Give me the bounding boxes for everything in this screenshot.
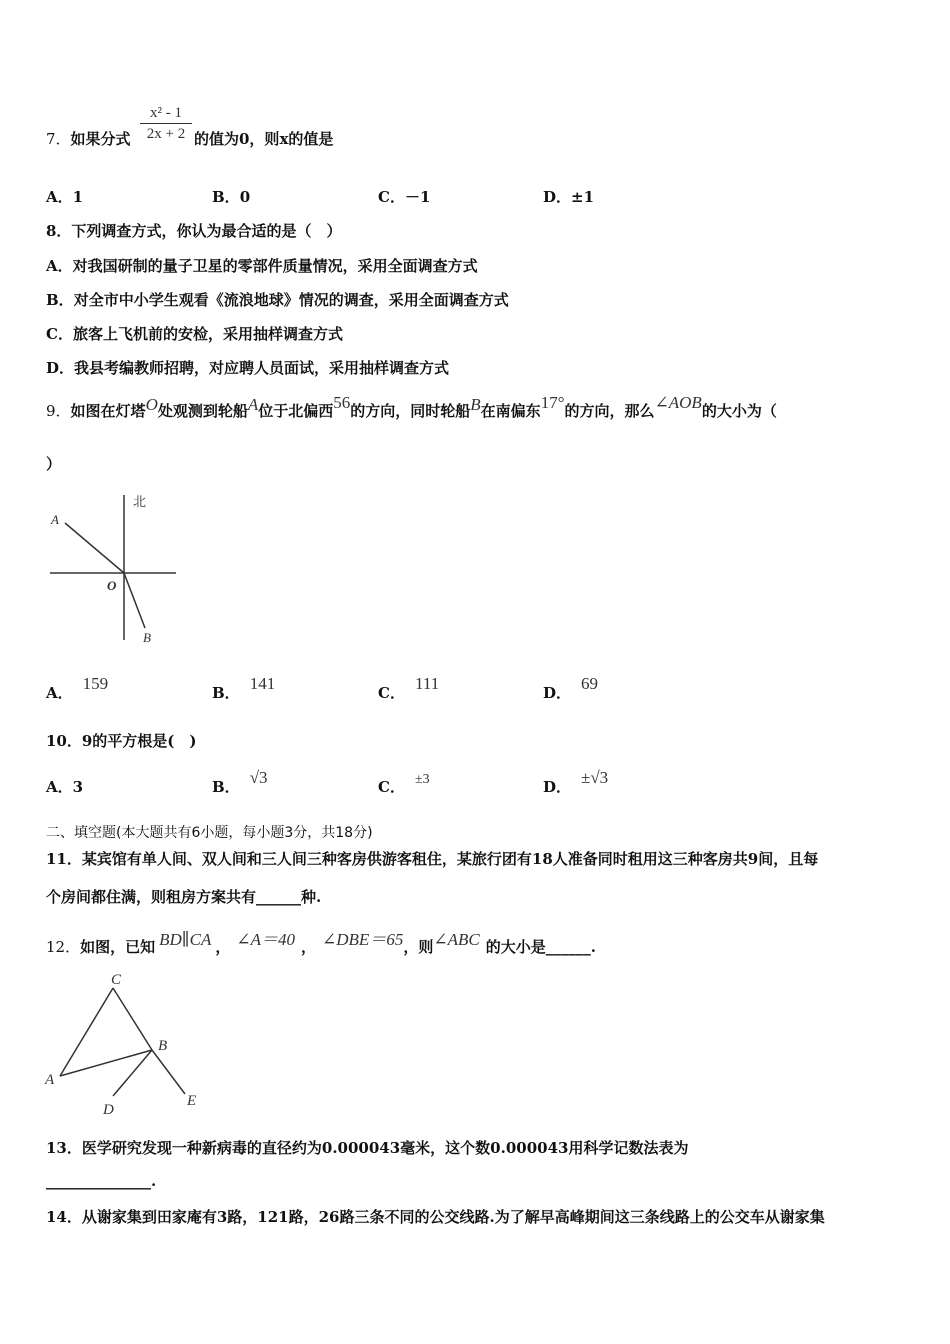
segment-bd — [113, 1050, 152, 1096]
q7-suffix: 的值为0，则x的值是 — [194, 130, 334, 148]
q8-stem: 8．下列调查方式，你认为最合适的是（ ） — [46, 222, 342, 240]
q10-option-c: C． ±3 — [378, 772, 430, 796]
point-a-label: A — [45, 1072, 55, 1088]
q8-option-d: D．我县考编教师招聘，对应聘人员面试，采用抽样调查方式 — [46, 359, 450, 377]
q8-option-c: C．旅客上飞机前的安检，采用抽样调查方式 — [46, 325, 343, 343]
q12-angle-a: ∠A＝40 — [236, 930, 296, 949]
q14-line1: 14．从谢家集到田家庵有3路，121路，26路三条不同的公交线路.为了解早高峰期间这三条线路上的公交车从谢家集 — [46, 1208, 825, 1226]
q12-parallel: BD∥CA — [159, 930, 212, 949]
q12-stem: 12．如图，已知 BD∥CA ， ∠A＝40 ， ∠DBE＝65，则∠ABC 的大小是______. — [46, 930, 596, 956]
segment-be — [152, 1050, 185, 1094]
q9-point-a: A — [247, 395, 259, 414]
q9-point-b: B — [470, 395, 481, 414]
q7-fraction-denominator: 2x + 2 — [146, 126, 186, 142]
q7-option-d: D．±1 — [543, 188, 595, 206]
q7-fraction-numerator: x² - 1 — [150, 105, 182, 121]
q7-option-b: B．0 — [212, 188, 251, 206]
q9-angle-56: 56 — [333, 393, 351, 412]
q9-option-d: D． 69 — [543, 674, 599, 702]
point-d-label: D — [103, 1102, 114, 1118]
ray-ob — [124, 573, 145, 628]
q10-option-a: A．3 — [46, 778, 84, 796]
q9-figure — [45, 490, 185, 650]
q7-fraction — [140, 104, 192, 143]
q7-prefix: 如果分式 — [70, 130, 131, 148]
q9-angle-17: 17° — [540, 393, 565, 412]
q9-option-c: C． 111 — [378, 674, 440, 702]
q10-option-b: B． √3 — [212, 768, 268, 796]
point-c-label: C — [111, 972, 122, 988]
north-label: 北 — [133, 494, 147, 509]
q9-angle-aob: ∠AOB — [654, 393, 702, 412]
q13-line2: ______________. — [46, 1172, 157, 1190]
point-a-label: A — [51, 512, 59, 527]
q12-angle-abc: ∠ABC — [433, 930, 480, 949]
q9-option-a: A． 159 — [46, 674, 109, 702]
q12-angle-dbe: ∠DBE＝65 — [322, 930, 404, 949]
point-b-label: B — [143, 630, 151, 645]
q11-line2: 个房间都住满，则租房方案共有______种. — [46, 888, 322, 906]
q8-option-a: A．对我国研制的量子卫星的零部件质量情况，采用全面调查方式 — [46, 257, 478, 275]
q7-number: 7． — [46, 130, 71, 148]
segment-cb — [113, 988, 152, 1050]
q7-stem — [46, 128, 131, 149]
q9-stem: 9．如图在灯塔O处观测到轮船A位于北偏西56的方向，同时轮船B在南偏东17°的方向，那么∠AOB的大小为（ — [46, 393, 777, 420]
q9-close-paren: ） — [46, 455, 62, 473]
q13-line1: 13．医学研究发现一种新病毒的直径约为0.000043毫米，这个数0.000043用科学记数法表为 — [46, 1139, 689, 1157]
q12-figure — [40, 966, 210, 1126]
q11-line1: 11．某宾馆有单人间、双人间和三人间三种客房供游客租住，某旅行团有18人准备同时租用这三种客房共9间，且每 — [46, 850, 819, 868]
point-e-label: E — [187, 1093, 197, 1109]
ray-oa — [65, 523, 124, 573]
q9-point-o: O — [145, 395, 158, 414]
section2-title: 二、填空题(本大题共有6小题，每小题3分，共18分) — [46, 825, 373, 841]
fraction-bar — [140, 123, 192, 124]
q10-stem: 10．9的平方根是( ) — [46, 732, 197, 750]
q8-option-b: B．对全市中小学生观看《流浪地球》情况的调查，采用全面调查方式 — [46, 291, 509, 309]
point-o-label: O — [107, 578, 117, 593]
q10-option-d: D． ±√3 — [543, 768, 609, 796]
q9-option-b: B． 141 — [212, 674, 276, 702]
point-b-label: B — [158, 1038, 168, 1054]
q7-option-c: C．－1 — [378, 188, 431, 206]
q7-option-a: A．1 — [46, 188, 84, 206]
